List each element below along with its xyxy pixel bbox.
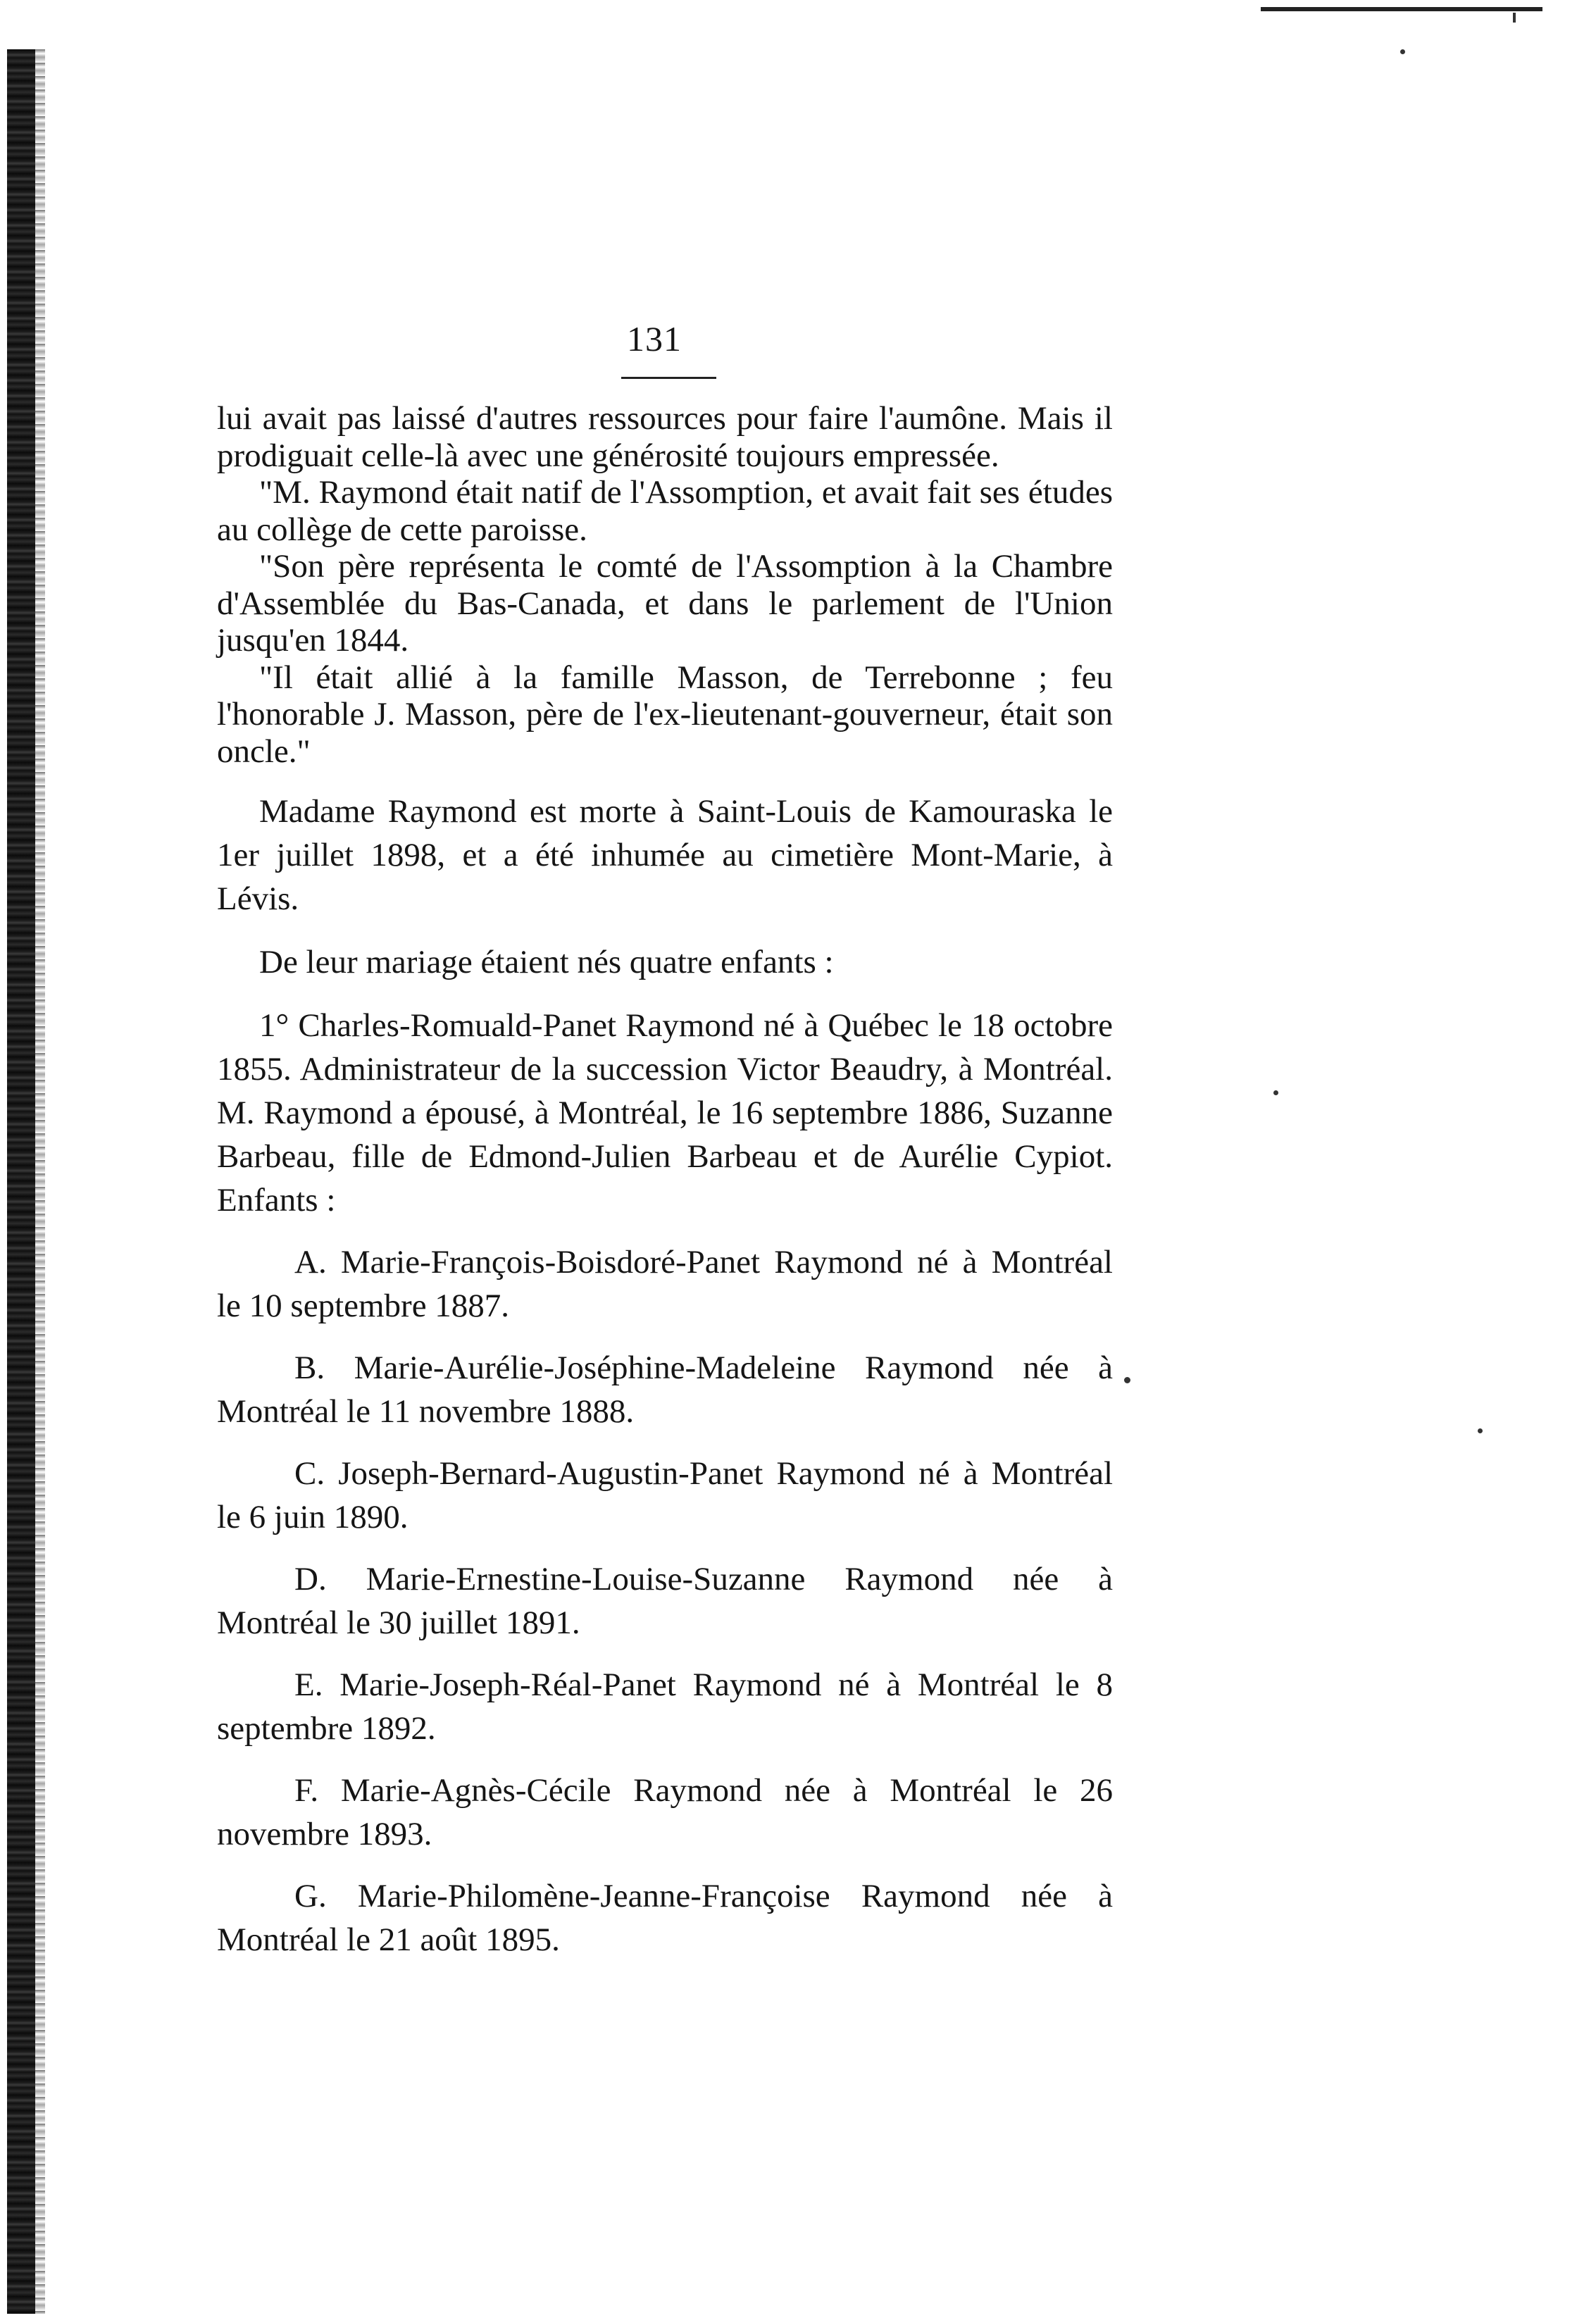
child-entry: B. Marie-Aurélie-Joséphine-Madeleine Raymond née à Montréal le 11 novembre 1888. [217,1350,1113,1430]
scan-speck [1478,1428,1483,1433]
header-rule [621,377,716,379]
child-entry: G. Marie-Philomène-Jeanne-Françoise Raymond née à Montréal le 21 août 1895. [217,1878,1113,1958]
paragraph: De leur mariage étaient nés quatre enfants : [259,944,834,980]
scan-speck [1400,49,1405,54]
page-number: 131 [627,319,682,359]
child-entry: F. Marie-Agnès-Cécile Raymond née à Montréal le 26 novembre 1893. [217,1772,1113,1852]
paragraph: "Il était allié à la famille Masson, de Terrebonne ; feu l'honorable J. Masson, père de l'ex-lieutenant-gouverneur, était son oncle." [217,659,1113,770]
paragraph: lui avait pas laissé d'autres ressources pour faire l'aumône. Mais il prodiguait celle-là avec une générosité toujours empressée. [217,400,1113,474]
child-entry: C. Joseph-Bernard-Augustin-Panet Raymond né à Montréal le 6 juin 1890. [217,1455,1113,1535]
child-entry: E. Marie-Joseph-Réal-Panet Raymond né à Montréal le 8 septembre 1892. [217,1666,1113,1747]
child-entry: D. Marie-Ernestine-Louise-Suzanne Raymond née à Montréal le 30 juillet 1891. [217,1561,1113,1641]
scan-speck [1273,1090,1278,1095]
paragraph: "Son père représenta le comté de l'Assomption à la Chambre d'Assemblée du Bas-Canada, et dans le parlement de l'Union jusqu'en 1844. [217,548,1113,659]
paragraph: "M. Raymond était natif de l'Assomption, et avait fait ses études au collège de cette paroisse. [217,474,1113,548]
scan-top-rule [1261,7,1542,11]
paragraph: 1° Charles-Romuald-Panet Raymond né à Québec le 18 octobre 1855. Administrateur de la succession Victor Beaudry, à Montréal. M. Raymond a épousé, à Montréal, le 16 septembre 1886, Suzanne Barbeau, fille de Edmond-Julien Barbeau et de Aurélie Cypiot. Enfants : [217,1007,1113,1219]
scan-binding-edge [7,49,35,2314]
page-body [217,400,1113,1962]
scan-top-tick [1513,13,1516,23]
scan-speck [1124,1377,1130,1383]
child-entry: A. Marie-François-Boisdoré-Panet Raymond né à Montréal le 10 septembre 1887. [217,1244,1113,1324]
paragraph: Madame Raymond est morte à Saint-Louis de Kamouraska le 1er juillet 1898, et a été inhumée au cimetière Mont-Marie, à Lévis. [217,793,1113,917]
